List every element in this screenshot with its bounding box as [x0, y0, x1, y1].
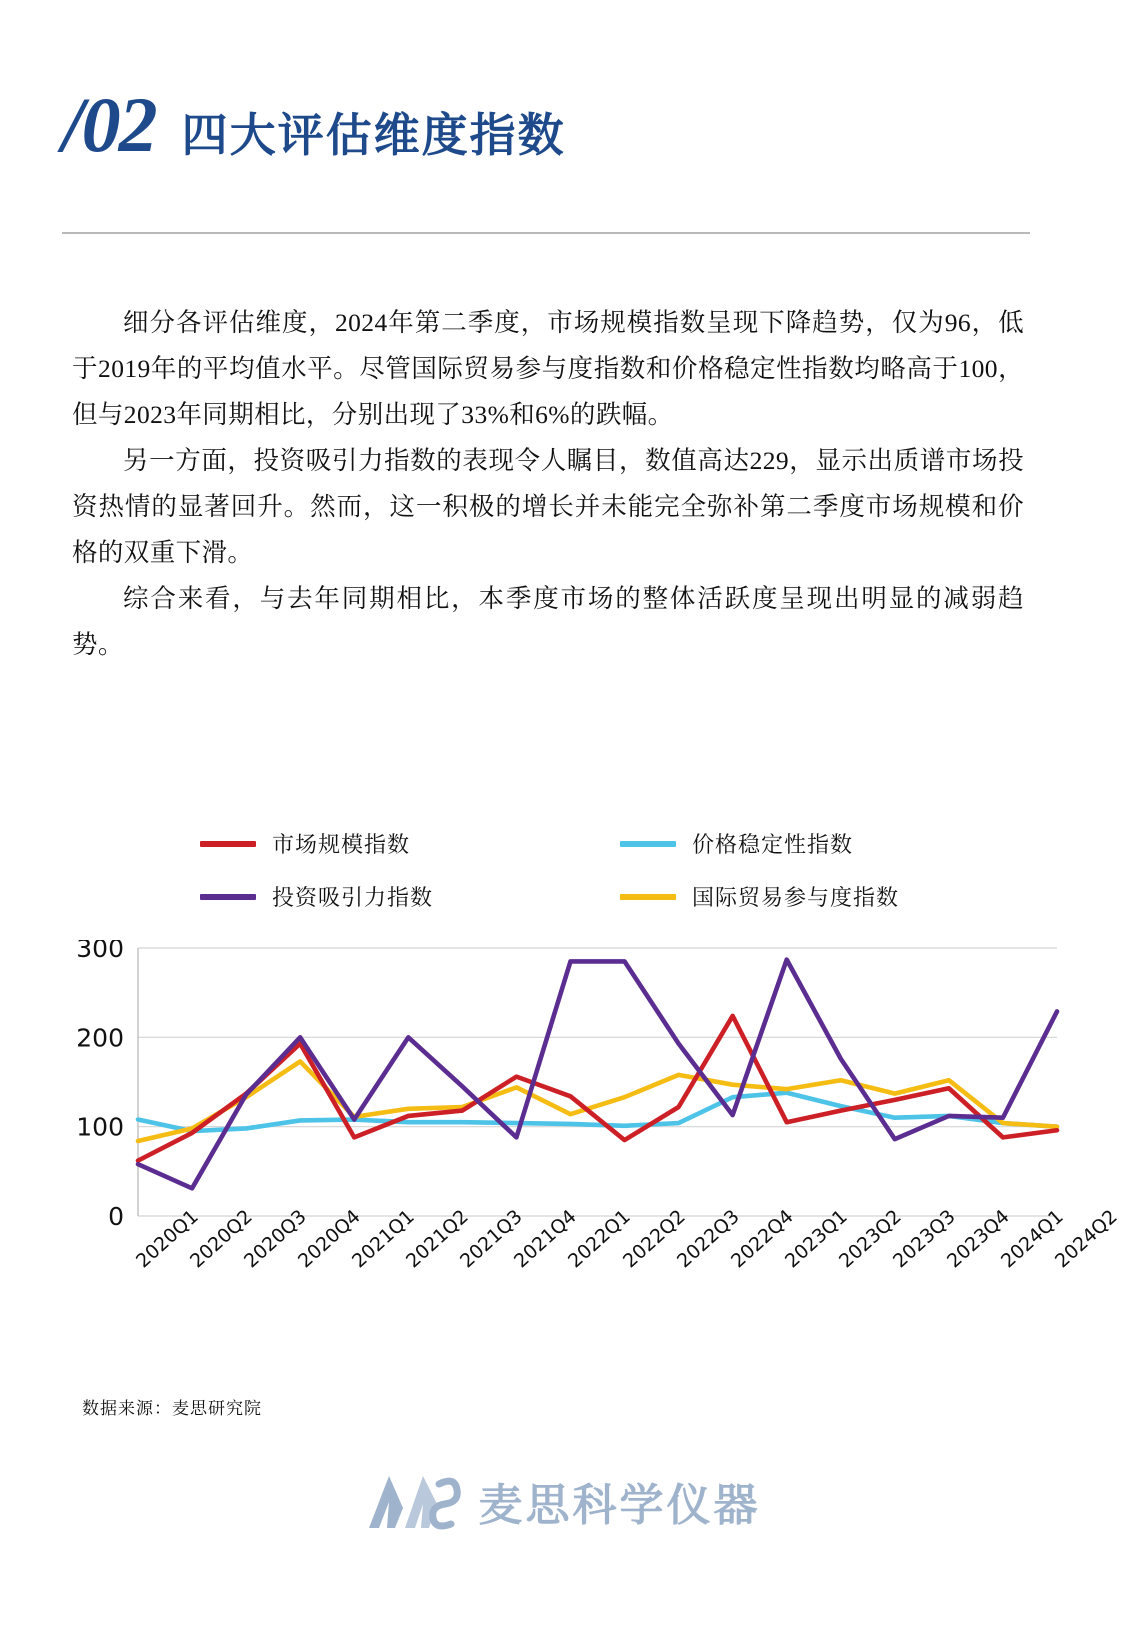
chart-series-line [138, 960, 1057, 1189]
footer-logo [0, 1468, 1125, 1534]
source-note: 数据来源：麦思研究院 [82, 1399, 262, 1419]
page-title: 四大评估维度指数 [181, 108, 566, 162]
chart-x-tick-label: 2024Q2 [1051, 1205, 1122, 1273]
chart-x-tick-label: 2024Q1 [996, 1205, 1068, 1273]
chart-x-tick-label: 2021Q1 [348, 1205, 419, 1273]
legend-item [200, 881, 620, 912]
chart-x-tick-label: 2023Q2 [834, 1205, 906, 1273]
chart-x-tick-label: 2021Q4 [510, 1205, 582, 1273]
chart-y-tick-label: 0 [108, 1202, 124, 1231]
chart-svg [60, 940, 1065, 1250]
paragraph-2: 另一方面，投资吸引力指数的表现令人瞩目，数值高达229，显示出质谱市场投资热情的显著回升。然而，这一积极的增长并未能完全弥补第二季度市场规模和价格的双重下滑。 [72, 446, 1024, 567]
legend-label: 价格稳定性指数 [692, 833, 854, 858]
chart-y-tick-label: 300 [76, 940, 124, 963]
legend-item [620, 828, 1000, 859]
header-divider [62, 232, 1030, 234]
page-header [62, 81, 1062, 168]
chart-x-tick-label: 2022Q2 [618, 1205, 690, 1273]
logo-text: 麦思科学仪器 [478, 1480, 761, 1531]
chart-x-tick-label: 2020Q4 [294, 1205, 365, 1273]
body-copy [72, 300, 1024, 668]
chart-series-line [138, 1093, 1057, 1131]
ms-logo-icon [365, 1468, 461, 1534]
chart-x-tick-label: 2020Q1 [132, 1205, 203, 1273]
chart-x-tick-label: 2022Q3 [672, 1205, 744, 1273]
legend-swatch-icon [200, 841, 256, 847]
legend-swatch-icon [620, 894, 676, 900]
chart-legend [200, 828, 1000, 912]
chart-x-tick-label: 2023Q3 [888, 1205, 960, 1273]
paragraph-3: 综合来看，与去年同期相比，本季度市场的整体活跃度呈现出明显的减弱趋势。 [72, 584, 1024, 659]
paragraph-1: 细分各评估维度，2024年第二季度，市场规模指数呈现下降趋势，仅为96，低于2019年的平均值水平。尽管国际贸易参与度指数和价格稳定性指数均略高于100，但与2023年同期相比，分别出现了33%和6%的跌幅。 [72, 308, 1024, 429]
index-line-chart [60, 818, 1122, 1378]
chart-y-tick-label: 200 [76, 1023, 124, 1053]
chart-x-tick-label: 2022Q1 [564, 1205, 636, 1273]
chart-x-tick-label: 2020Q3 [240, 1205, 311, 1273]
legend-swatch-icon [200, 894, 256, 900]
chart-x-tick-label: 2021Q2 [402, 1205, 474, 1273]
legend-label: 市场规模指数 [272, 833, 411, 858]
chart-y-tick-label: 100 [76, 1112, 124, 1142]
chart-x-axis-labels [60, 1205, 1122, 1360]
chart-x-tick-label: 2023Q1 [780, 1205, 852, 1273]
chart-plot-area [60, 940, 1065, 1250]
section-number: /02 [62, 81, 156, 168]
legend-swatch-icon [620, 841, 676, 847]
legend-item [620, 881, 1000, 912]
legend-label: 投资吸引力指数 [272, 886, 434, 911]
chart-x-tick-label: 2021Q3 [456, 1205, 528, 1273]
chart-x-tick-label: 2020Q2 [186, 1205, 257, 1273]
chart-x-tick-label: 2023Q4 [942, 1205, 1014, 1273]
chart-x-tick-label: 2022Q4 [726, 1205, 798, 1273]
legend-label: 国际贸易参与度指数 [692, 886, 900, 911]
legend-item [200, 828, 620, 859]
